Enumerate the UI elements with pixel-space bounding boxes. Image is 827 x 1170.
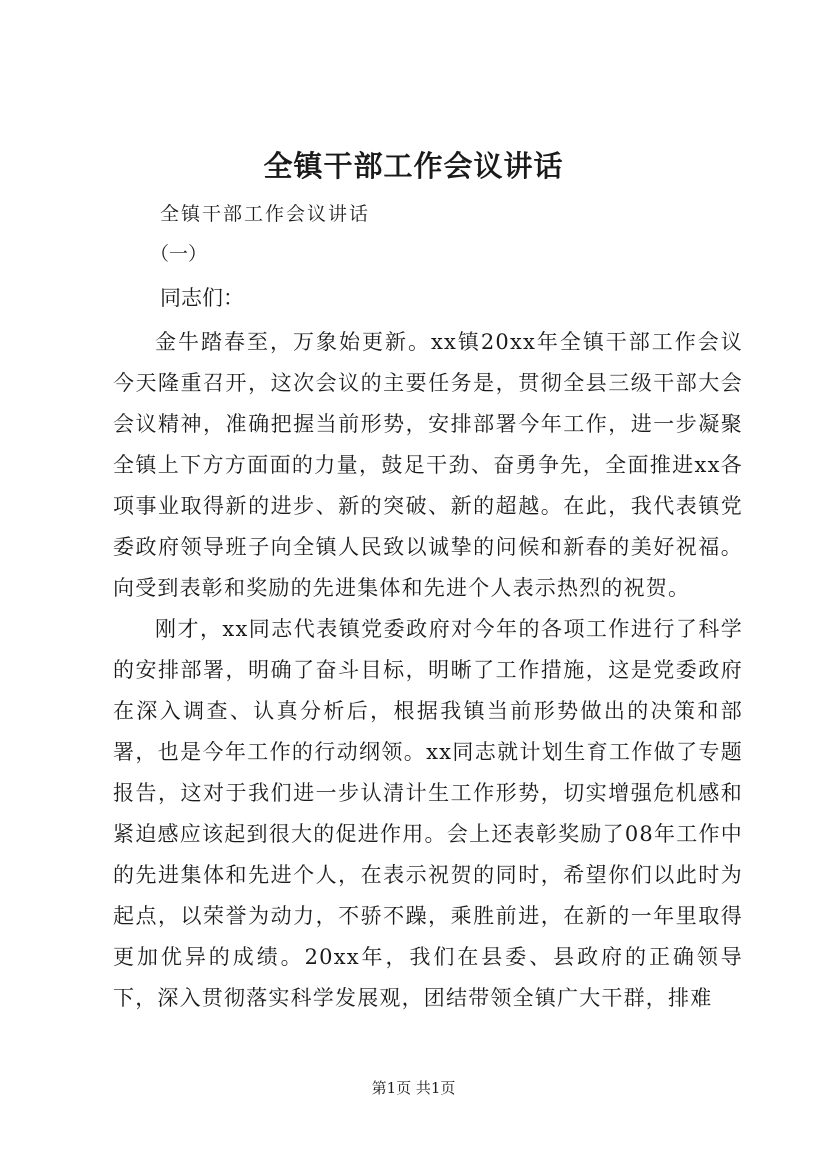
paragraph-1: 金牛踏春至，万象始更新。xx镇20xx年全镇干部工作会议今天隆重召开，这次会议的主要任务是，贯彻全县三级干部大会会议精神，准确把握当前形势，安排部署今年工作，进一步凝聚全镇上下方方面面的力量，鼓足干劲、奋勇争先，全面推进xx各项事业取得新的进步、新的突破、新的超越。在此，我代表镇党委政府领导班子向全镇人民致以诚挚的问候和新春的美好祝福。向受到表彰和奖励的先进集体和先进个人表示热烈的祝贺。 (113, 330, 743, 600)
paragraph-2: 刚才，xx同志代表镇党委政府对今年的各项工作进行了科学的安排部署，明确了奋斗目标，明晰了工作措施，这是党委政府在深入调查、认真分析后，根据我镇当前形势做出的决策和部署，也是今年工作的行动纲领。xx同志就计划生育工作做了专题报告，这对于我们进一步认清计生工作形势，切实增强危机感和紧迫感应该起到很大的促进作用。会上还表彰奖励了08年工作中的先进集体和先进个人，在表示祝贺的同时，希望你们以此时为起点，以荣誉为动力，不骄不躁，乘胜前进，在新的一年里取得更加优异的成绩。20xx年，我们在县委、县政府的正确领导下，深入贯彻落实科学发展观，团结带领全镇广大干群，排难 (113, 617, 743, 1010)
section-number: （一） (150, 243, 208, 265)
document-title: 全镇干部工作会议讲话 (263, 149, 564, 183)
salutation: 同志们： (160, 286, 244, 310)
document-subtitle: 全镇干部工作会议讲话 (160, 203, 371, 225)
document-body (113, 322, 743, 1019)
page-footer: 第1页 共1页 (371, 1079, 456, 1097)
